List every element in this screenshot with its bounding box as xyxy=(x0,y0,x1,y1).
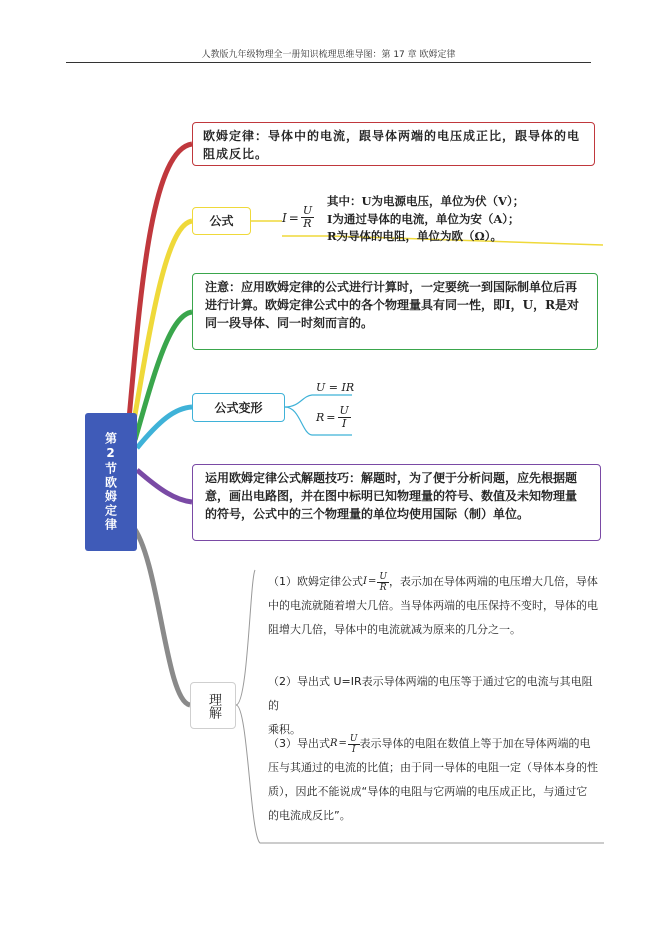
node-formula-label: 公式 xyxy=(209,214,234,228)
p2-line1: （2）导出式 U=IR表示导体两端的电压等于通过它的电流与其电阻的 xyxy=(268,675,593,712)
formula-eq: = xyxy=(288,210,299,225)
branch-formula xyxy=(132,221,192,432)
node-understand-label: 理解 xyxy=(206,692,221,719)
p1-formula-fraction xyxy=(377,572,389,593)
formula-desc-line: I为通过导体的电流，单位为安（A）； xyxy=(327,211,520,226)
p2-line2: 乘积。 xyxy=(268,723,301,736)
variant-rui xyxy=(316,405,351,430)
branch-tips xyxy=(137,470,192,502)
node-law xyxy=(192,122,595,166)
variant-rui-den: I xyxy=(341,417,347,430)
node-formula xyxy=(192,207,251,235)
p1-formula-num: U xyxy=(379,571,387,582)
node-tips-text: 运用欧姆定律公式解题技巧：解题时，为了便于分析问题，应先根据题意，画出电路图，并在图中标明已知物理量的符号、数值及未知物理量的符号，公式中的三个物理量的单位均使用国际（制）单位。 xyxy=(205,471,578,521)
p3-line2: 压与其通过的电流的比值；由于同一导体的电阻一定（导体本身的性 xyxy=(268,761,598,774)
p3-formula-num: U xyxy=(349,733,358,744)
p1-line3: 阻增大几倍，导体中的电流就减为原来的几分之一。 xyxy=(268,623,521,636)
variant-rui-fraction xyxy=(338,405,351,430)
node-note-text: 注意：应用欧姆定律的公式进行计算时，一定要统一到国际制单位后再进行计算。欧姆定律公式中的各个物理量具有同一性，即I，U，R是对同一段导体、同一时刻而言的。 xyxy=(205,280,580,330)
node-law-text: 欧姆定律：导体中的电流，跟导体两端的电压成正比，跟导体的电阻成反比。 xyxy=(203,129,581,161)
branch-understand xyxy=(132,525,190,705)
page-header: 人教版九年级物理全一册知识梳理思维导图：第 17 章 欧姆定律 xyxy=(201,50,456,60)
p3-line3: 质），因此不能说成“导体的电阻与它两端的电压成正比，与通过它 xyxy=(268,785,588,798)
node-variants-label: 公式变形 xyxy=(214,400,263,415)
understand-p1 xyxy=(268,570,603,642)
variant-uir: U = IR xyxy=(316,381,355,394)
p3-formula-eq: = xyxy=(338,738,347,749)
p1-before: （1）欧姆定律公式 xyxy=(268,575,363,588)
p1-formula-lhs: I xyxy=(363,576,367,587)
formula-desc-line: R为导体的电阻，单位为欧（Ω）。 xyxy=(327,229,503,243)
p3-formula-lhs: R xyxy=(330,738,338,749)
formula-num: U xyxy=(302,204,313,217)
formula-lhs: I xyxy=(282,210,287,225)
p3-after: 表示导体的电阻在数值上等于加在导体两端的电 xyxy=(359,737,591,750)
p3-before: （3）导出式 xyxy=(268,737,330,750)
formula-fraction xyxy=(301,205,314,230)
center-topic-label: 第2节欧姆定律 xyxy=(103,432,118,532)
p1-after: ，表示加在导体两端的电压增大几倍，导体 xyxy=(388,575,598,588)
understand-p3 xyxy=(268,732,603,828)
node-variants xyxy=(192,393,285,422)
formula-desc-line: 其中：U为电源电压，单位为伏（V）； xyxy=(327,194,525,208)
variant-rui-lhs: R xyxy=(316,411,325,424)
variant-rui-num: U xyxy=(339,404,349,417)
node-note xyxy=(192,273,598,350)
p1-formula-eq: = xyxy=(367,576,377,587)
formula-description xyxy=(327,193,524,246)
node-tips xyxy=(192,464,601,541)
p3-formula xyxy=(330,732,360,756)
formula-den: R xyxy=(303,217,312,230)
p1-formula-den: R xyxy=(379,582,387,593)
p1-line2: 中的电流就随着增大几倍。当导体两端的电压保持不变时，导体的电 xyxy=(268,599,598,612)
p3-line4: 的电流成反比”。 xyxy=(268,809,351,822)
p3-formula-fraction xyxy=(348,734,360,755)
p1-formula xyxy=(363,570,389,594)
formula-expression xyxy=(282,205,314,230)
node-understand xyxy=(190,682,236,729)
p3-formula-den: I xyxy=(351,744,356,755)
center-topic xyxy=(85,413,137,551)
variant-rui-eq: = xyxy=(326,411,336,424)
